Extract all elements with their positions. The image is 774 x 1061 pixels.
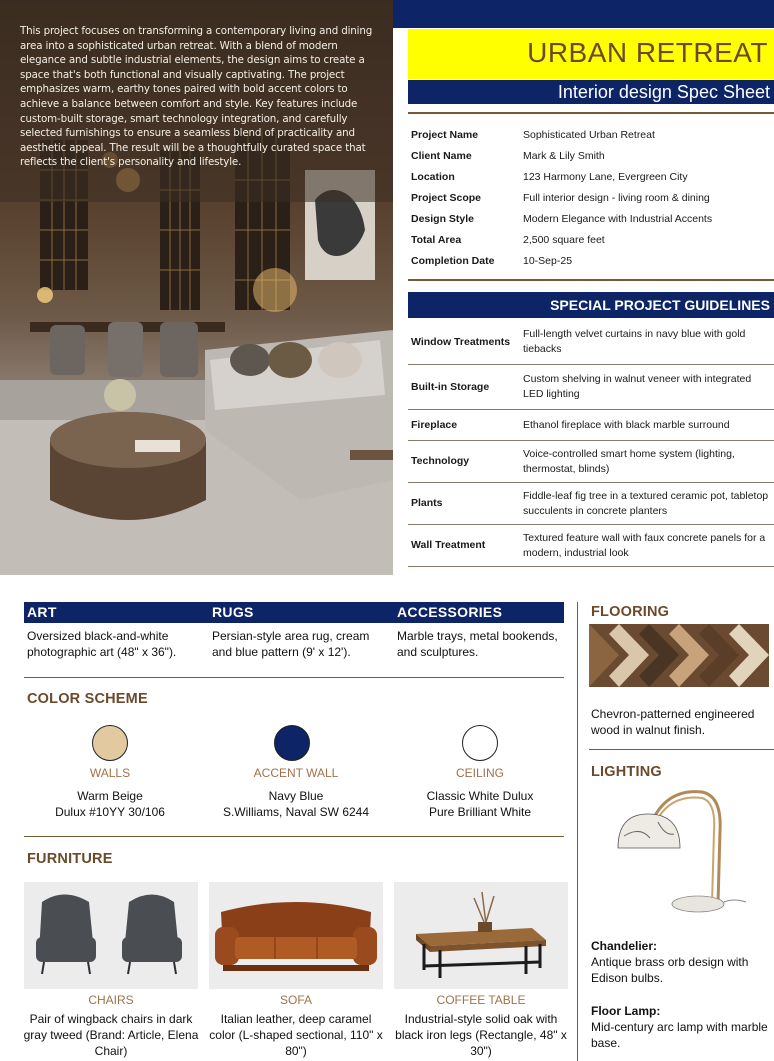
guideline-label: Fireplace: [411, 418, 458, 431]
walls-label: WALLS: [89, 766, 131, 780]
table-row: [408, 208, 774, 229]
page-title: URBAN RETREAT: [527, 37, 768, 68]
furniture-title: FURNITURE: [27, 851, 113, 867]
art-heading: ART: [24, 602, 210, 623]
wingback-chairs-illustration: [24, 882, 198, 989]
coffee-table-illustration: [394, 882, 568, 989]
rugs-heading: RUGS: [209, 602, 395, 623]
completion-date-label: Completion Date: [411, 254, 495, 267]
project-description: This project focuses on transforming a contemporary living and dining area into a sophisticated urban retreat. With a blend of modern elegance and subtle industrial elements, the design aims to create a space that's both functional and visually captivating. The project emphasizes warm, earthy tones paired with bold accent colors to achieve a balance between comfort and style. Key features include custom-built storage, smart technology integration, and carefully selected furnishings to ensure a seamless blend of practicality and aesthetic appeal. The result will be a thoughtfully curated space that reflects the client's personality and lifestyle.: [20, 25, 373, 169]
divider: [589, 749, 774, 750]
client-name-label: Client Name: [411, 149, 472, 162]
guideline-value: Fiddle-leaf fig tree in a textured ceramic pot, tabletop succulents in concrete planters: [523, 489, 769, 517]
guideline-value: Custom shelving in walnut veneer with integrated LED lighting: [523, 373, 752, 400]
guideline-label: Window Treatments: [411, 335, 511, 348]
column-divider: [577, 602, 578, 1061]
ceiling-color-code: Pure Brilliant White: [428, 805, 532, 819]
project-scope-value: Full interior design - living room & dining: [523, 191, 710, 204]
accessories-text: Marble trays, metal bookends, and sculptures.: [397, 629, 558, 659]
floor-lamp-text: Mid-century arc lamp with marble base.: [591, 1020, 768, 1050]
guideline-label: Technology: [411, 455, 470, 467]
guidelines-table: [408, 320, 774, 567]
accent-wall-description: [206, 788, 386, 820]
guidelines-heading: SPECIAL PROJECT GUIDELINES: [408, 292, 774, 318]
chairs-image: [24, 882, 198, 989]
ceiling-label: CEILING: [455, 766, 504, 780]
flooring-image: [589, 624, 769, 687]
accent-wall-color-code: S.Williams, Naval SW 6244: [222, 805, 370, 819]
accent-wall-color-name: Navy Blue: [268, 789, 324, 803]
coffee-table-image: [394, 882, 568, 989]
project-name-label: Project Name: [411, 128, 479, 141]
table-row: [408, 187, 774, 208]
hero-image: [0, 0, 393, 575]
title-banner: [408, 29, 774, 79]
table-row: [408, 166, 774, 187]
walls-color-code: Dulux #10YY 30/106: [55, 805, 165, 819]
floor-lamp-block: [591, 1003, 771, 1051]
divider: [408, 112, 774, 114]
design-style-value: Modern Elegance with Industrial Accents: [523, 212, 713, 225]
sofa-image: [209, 882, 383, 989]
table-row: [408, 441, 774, 483]
project-name-value: Sophisticated Urban Retreat: [523, 128, 655, 141]
guideline-label: Wall Treatment: [411, 539, 486, 551]
table-row: [408, 320, 774, 365]
walls-description: [20, 788, 200, 820]
guideline-label: Plants: [411, 497, 443, 509]
chairs-description: Pair of wingback chairs in dark gray tweed (Brand: Article, Elena Chair): [23, 1012, 199, 1058]
top-accent-bar: [393, 0, 774, 28]
guideline-label: Built-in Storage: [411, 380, 490, 393]
walls-color-name: Warm Beige: [77, 789, 143, 803]
page-subtitle: Interior design Spec Sheet: [408, 80, 774, 104]
chandelier-block: [591, 938, 771, 986]
location-value: 123 Harmony Lane, Evergreen City: [523, 170, 688, 183]
ceiling-description: [390, 788, 570, 820]
floor-lamp-label: Floor Lamp:: [591, 1004, 661, 1018]
flooring-text: Chevron-patterned engineered wood in walnut finish.: [591, 707, 755, 737]
divider: [24, 677, 564, 678]
chevron-wood-illustration: [589, 624, 769, 687]
rugs-text: Persian-style area rug, cream and blue pattern (9' x 12').: [212, 629, 370, 659]
project-scope-label: Project Scope: [411, 191, 482, 204]
coffee-table-label: COFFEE TABLE: [436, 993, 526, 1007]
chandelier-text: Antique brass orb design with Edison bulbs.: [591, 955, 749, 985]
table-row: [408, 124, 774, 145]
table-row: [408, 145, 774, 166]
accessories-heading: ACCESSORIES: [394, 602, 564, 623]
table-row: [408, 525, 774, 567]
design-style-label: Design Style: [411, 212, 475, 225]
arc-lamp-illustration: [610, 786, 755, 916]
divider: [24, 836, 564, 837]
color-scheme-title: COLOR SCHEME: [27, 691, 148, 707]
guideline-value: Full-length velvet curtains in navy blue with gold tiebacks: [523, 328, 746, 355]
total-area-label: Total Area: [411, 233, 462, 246]
accent-wall-swatch: [274, 725, 310, 761]
sofa-label: SOFA: [279, 993, 312, 1007]
divider: [408, 279, 774, 281]
sofa-description: Italian leather, deep caramel color (L-shaped sectional, 110" x 80"): [209, 1012, 383, 1058]
table-row: [408, 250, 774, 271]
art-text: Oversized black-and-white photographic art (48" x 36").: [27, 629, 177, 659]
table-row: [408, 365, 774, 410]
ceiling-swatch: [462, 725, 498, 761]
walls-swatch: [92, 725, 128, 761]
table-row: [408, 483, 774, 525]
accent-wall-label: ACCENT WALL: [253, 766, 339, 780]
table-row: [408, 229, 774, 250]
completion-date-value: 10-Sep-25: [523, 254, 573, 267]
ceiling-color-name: Classic White Dulux: [426, 789, 534, 803]
project-info-table: [408, 124, 774, 271]
location-label: Location: [411, 170, 455, 183]
table-row: [408, 410, 774, 441]
coffee-table-description: Industrial-style solid oak with black iron legs (Rectangle, 48" x 30"): [395, 1012, 567, 1058]
guideline-value: Textured feature wall with faux concrete panels for a modern, industrial look: [523, 531, 766, 559]
total-area-value: 2,500 square feet: [523, 233, 605, 246]
leather-sofa-illustration: [209, 882, 383, 989]
guideline-value: Voice-controlled smart home system (lighting, thermostat, blinds): [523, 447, 735, 475]
chandelier-label: Chandelier:: [591, 939, 658, 953]
chairs-label: CHAIRS: [88, 993, 134, 1007]
flooring-title: FLOORING: [591, 604, 670, 620]
guideline-value: Ethanol fireplace with black marble surround: [523, 418, 730, 431]
client-name-value: Mark & Lily Smith: [523, 149, 605, 162]
lighting-title: LIGHTING: [591, 764, 662, 780]
